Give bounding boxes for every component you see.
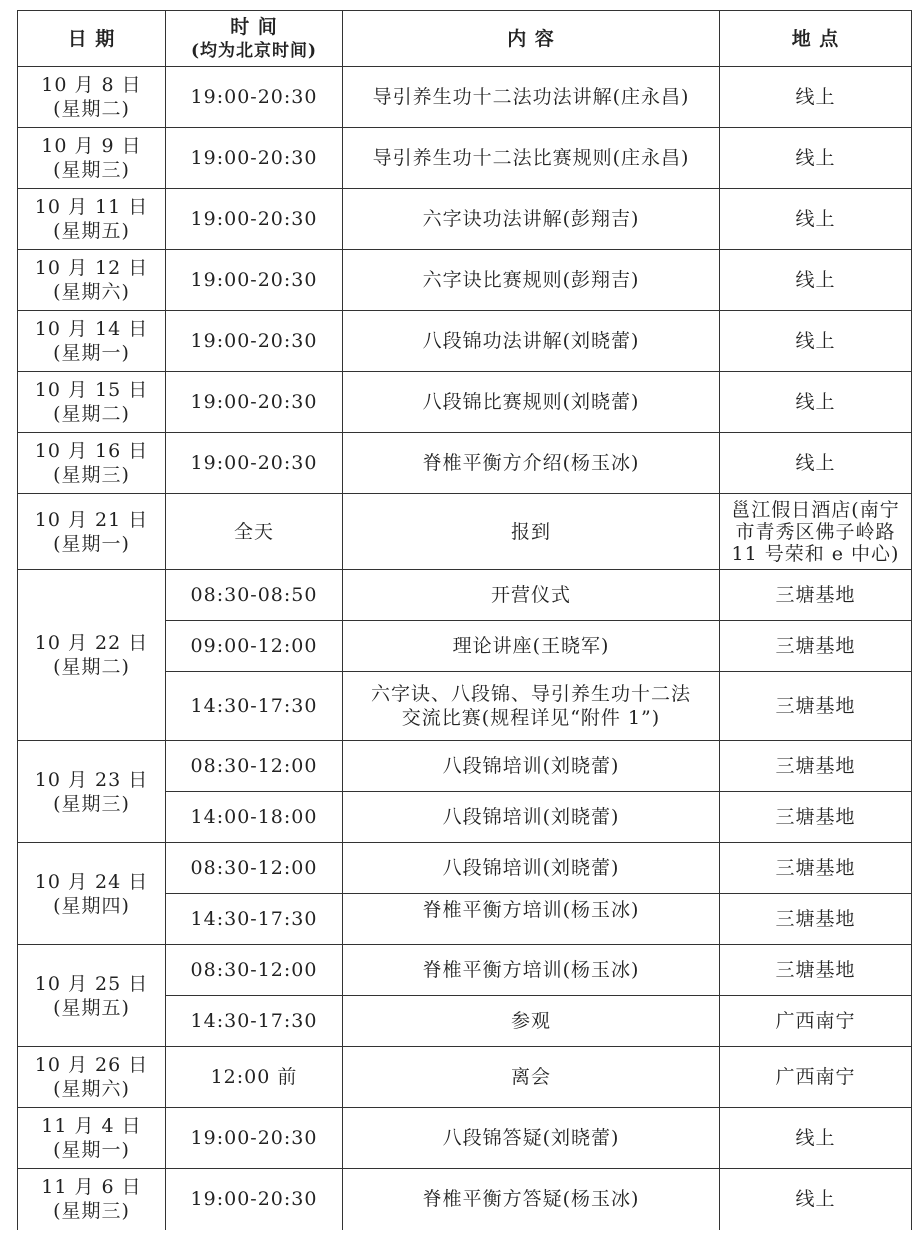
time-cell: 14:30-17:30 <box>166 996 343 1047</box>
date-cell <box>18 311 166 372</box>
content-cell: 脊椎平衡方答疑(杨玉冰) <box>343 1169 720 1230</box>
location-cell: 三塘基地 <box>720 843 912 894</box>
content-cell: 开营仪式 <box>343 570 720 621</box>
weekday-text: (星期三) <box>53 792 130 815</box>
time-cell: 19:00-20:30 <box>166 189 343 250</box>
content-cell <box>343 672 720 741</box>
date-cell <box>18 189 166 250</box>
location-cell: 三塘基地 <box>720 741 912 792</box>
date-text: 10 月 26 日 <box>34 1054 149 1076</box>
date-text: 10 月 16 日 <box>34 440 149 462</box>
weekday-text: (星期二) <box>53 403 130 425</box>
content-cell: 六字诀比赛规则(彭翔吉) <box>343 250 720 311</box>
date-cell <box>18 128 166 189</box>
content-cell: 参观 <box>343 996 720 1047</box>
date-cell <box>18 433 166 494</box>
time-cell: 08:30-12:00 <box>166 741 343 792</box>
weekday-text: (星期六) <box>53 1078 130 1100</box>
weekday-text: (星期一) <box>53 342 130 364</box>
weekday-text: (星期五) <box>53 220 130 242</box>
time-cell: 08:30-12:00 <box>166 843 343 894</box>
location-cell: 线上 <box>720 67 912 128</box>
date-cell <box>18 250 166 311</box>
table-row <box>18 1047 912 1108</box>
location-cell: 三塘基地 <box>720 945 912 996</box>
content-cell: 脊椎平衡方培训(杨玉冰) <box>343 945 720 996</box>
date-text: 10 月 25 日 <box>34 972 149 995</box>
location-cell: 线上 <box>720 1108 912 1169</box>
content-cell: 理论讲座(王晓军) <box>343 621 720 672</box>
table-row <box>18 843 912 894</box>
content-cell: 八段锦培训(刘晓蕾) <box>343 843 720 894</box>
location-cell: 三塘基地 <box>720 894 912 945</box>
table-row <box>18 1169 912 1230</box>
location-cell: 线上 <box>720 250 912 311</box>
location-cell: 三塘基地 <box>720 672 912 741</box>
content-cell: 八段锦培训(刘晓蕾) <box>343 741 720 792</box>
table-row <box>18 189 912 250</box>
table-row <box>18 311 912 372</box>
date-text: 10 月 11 日 <box>34 196 149 218</box>
content-cell: 六字诀功法讲解(彭翔吉) <box>343 189 720 250</box>
date-text: 11 月 6 日 <box>41 1176 142 1199</box>
table-row <box>18 250 912 311</box>
table-row <box>18 570 912 621</box>
table-row <box>18 741 912 792</box>
location-cell: 三塘基地 <box>720 792 912 843</box>
location-cell: 线上 <box>720 128 912 189</box>
date-cell <box>18 945 166 1047</box>
table-row <box>18 1108 912 1169</box>
weekday-text: (星期三) <box>53 464 130 486</box>
time-cell: 09:00-12:00 <box>166 621 343 672</box>
table-row <box>18 945 912 996</box>
schedule-table <box>17 10 912 1230</box>
time-cell: 14:30-17:30 <box>166 894 343 945</box>
time-cell: 19:00-20:30 <box>166 311 343 372</box>
time-cell: 19:00-20:30 <box>166 1108 343 1169</box>
time-cell: 08:30-08:50 <box>166 570 343 621</box>
time-cell: 14:30-17:30 <box>166 672 343 741</box>
content-cell: 导引养生功十二法比赛规则(庄永昌) <box>343 128 720 189</box>
time-cell: 19:00-20:30 <box>166 128 343 189</box>
header-time <box>166 11 343 67</box>
content-line: 交流比赛(规程详见“附件 1”) <box>401 707 661 729</box>
location-cell: 线上 <box>720 311 912 372</box>
date-text: 10 月 24 日 <box>34 870 149 893</box>
weekday-text: (星期六) <box>53 281 130 303</box>
time-cell: 19:00-20:30 <box>166 1169 343 1230</box>
content-cell: 脊椎平衡方培训(杨玉冰) <box>343 894 720 945</box>
weekday-text: (星期一) <box>53 532 130 555</box>
location-cell: 广西南宁 <box>720 1047 912 1108</box>
content-cell: 八段锦答疑(刘晓蕾) <box>343 1108 720 1169</box>
date-cell <box>18 372 166 433</box>
weekday-text: (星期一) <box>53 1139 130 1161</box>
header-location: 地 点 <box>720 11 912 67</box>
date-cell <box>18 67 166 128</box>
location-cell: 线上 <box>720 1169 912 1230</box>
header-content: 内 容 <box>343 11 720 67</box>
weekday-text: (星期二) <box>53 98 130 120</box>
date-cell <box>18 570 166 741</box>
location-cell: 邕江假日酒店(南宁市青秀区佛子岭路 11 号荣和 e 中心) <box>720 494 912 570</box>
table-row <box>18 433 912 494</box>
weekday-text: (星期三) <box>53 1200 130 1223</box>
date-cell <box>18 1108 166 1169</box>
header-row <box>18 11 912 67</box>
time-cell: 19:00-20:30 <box>166 250 343 311</box>
time-cell: 全天 <box>166 494 343 570</box>
header-date: 日 期 <box>18 11 166 67</box>
location-cell: 三塘基地 <box>720 570 912 621</box>
date-cell <box>18 843 166 945</box>
content-cell: 离会 <box>343 1047 720 1108</box>
time-cell: 19:00-20:30 <box>166 433 343 494</box>
content-cell: 八段锦培训(刘晓蕾) <box>343 792 720 843</box>
header-time-note: (均为北京时间) <box>190 40 318 61</box>
location-cell: 线上 <box>720 189 912 250</box>
table-row <box>18 372 912 433</box>
time-cell: 14:00-18:00 <box>166 792 343 843</box>
date-text: 10 月 15 日 <box>34 379 149 401</box>
table-row <box>18 494 912 570</box>
time-cell: 19:00-20:30 <box>166 67 343 128</box>
content-line: 六字诀、八段锦、导引养生功十二法 <box>370 683 691 705</box>
date-text: 10 月 8 日 <box>41 74 142 96</box>
date-text: 10 月 14 日 <box>34 318 149 340</box>
date-cell <box>18 1047 166 1108</box>
time-cell: 19:00-20:30 <box>166 372 343 433</box>
content-cell: 导引养生功十二法功法讲解(庄永昌) <box>343 67 720 128</box>
location-cell: 三塘基地 <box>720 621 912 672</box>
date-cell <box>18 1169 166 1230</box>
header-time-label: 时 间 <box>230 15 278 38</box>
weekday-text: (星期三) <box>53 159 130 181</box>
time-cell: 12:00 前 <box>166 1047 343 1108</box>
date-text: 10 月 12 日 <box>34 257 149 279</box>
weekday-text: (星期二) <box>53 656 130 678</box>
location-cell: 广西南宁 <box>720 996 912 1047</box>
content-cell: 八段锦功法讲解(刘晓蕾) <box>343 311 720 372</box>
content-cell: 报到 <box>343 494 720 570</box>
date-text: 11 月 4 日 <box>41 1115 142 1137</box>
date-cell <box>18 741 166 843</box>
weekday-text: (星期四) <box>53 894 130 917</box>
time-cell: 08:30-12:00 <box>166 945 343 996</box>
date-text: 10 月 23 日 <box>34 768 149 791</box>
date-text: 10 月 21 日 <box>34 508 149 531</box>
content-cell: 脊椎平衡方介绍(杨玉冰) <box>343 433 720 494</box>
content-cell: 八段锦比赛规则(刘晓蕾) <box>343 372 720 433</box>
date-text: 10 月 22 日 <box>34 632 149 654</box>
table-row <box>18 67 912 128</box>
location-cell: 线上 <box>720 433 912 494</box>
date-text: 10 月 9 日 <box>41 135 142 157</box>
weekday-text: (星期五) <box>53 996 130 1019</box>
date-cell <box>18 494 166 570</box>
location-cell: 线上 <box>720 372 912 433</box>
table-row <box>18 128 912 189</box>
